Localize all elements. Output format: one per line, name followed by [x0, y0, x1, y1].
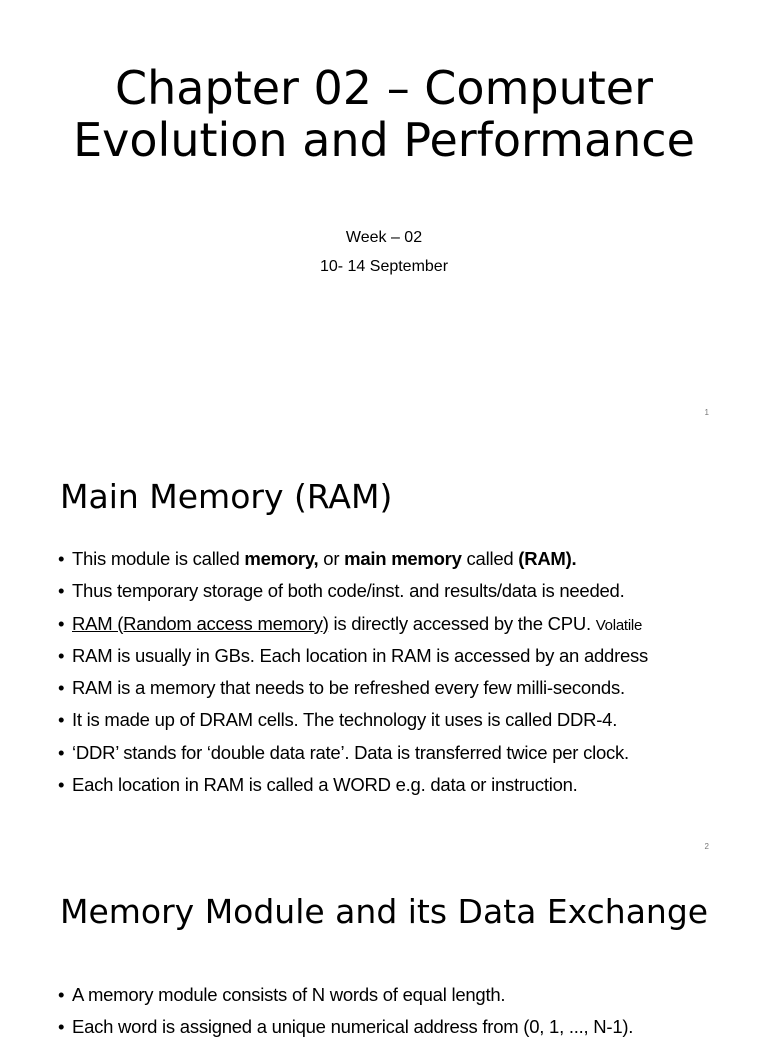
bullet-small-text: Volatile — [595, 616, 643, 634]
subtitle-date: 10- 14 September — [319, 258, 449, 275]
bullet-text: Each word is assigned a unique numerical address from (0, 1, ..., N-1). — [72, 1016, 634, 1038]
bullet-bold-text: main memory — [344, 548, 462, 569]
bullet-list — [58, 984, 728, 1049]
slide-number: 2 — [704, 842, 709, 851]
bullet-text: This module is called — [72, 548, 245, 569]
bullet-item — [58, 984, 728, 1016]
bullet-item — [58, 742, 728, 774]
slide-number: 1 — [704, 408, 709, 417]
bullet-bold-text: (RAM). — [518, 548, 577, 569]
bullet-text: ‘DDR’ stands for ‘double data rate’. Data is transferred twice per clock. — [72, 741, 629, 763]
bullet-item — [58, 613, 728, 645]
bullet-text: RAM is usually in GBs. Each location in RAM is accessed by an address — [72, 644, 649, 666]
bullet-item — [58, 774, 728, 806]
bullet-text: is directly accessed by the CPU. — [328, 612, 596, 634]
bullet-text: It is made up of DRAM cells. The technology it uses is called DDR-4. — [72, 709, 618, 731]
title-slide — [0, 0, 768, 434]
subtitle-week: Week – 02 — [345, 229, 423, 246]
slide-heading: Main Memory (RAM) — [60, 477, 393, 516]
memory-module-slide — [0, 868, 768, 1038]
bullet-text: or — [318, 548, 345, 569]
bullet-text: A memory module consists of N words of equal length. — [72, 984, 506, 1005]
bullet-item — [58, 548, 728, 580]
slide-heading: Memory Module and its Data Exchange — [60, 892, 709, 931]
bullet-underlined-text: RAM (Random access memory) — [72, 612, 329, 634]
bullet-text: Each location in RAM is called a WORD e.g. data or instruction. — [72, 774, 578, 796]
bullet-item — [58, 645, 728, 677]
bullet-item — [58, 580, 728, 612]
bullet-text: RAM is a memory that needs to be refreshed every few milli-seconds. — [72, 677, 625, 699]
main-memory-slide — [0, 434, 768, 868]
bullet-bold-text: memory, — [244, 548, 319, 569]
bullet-item — [58, 677, 728, 709]
slide-title: Chapter 02 – Computer Evolution and Performance — [73, 61, 695, 167]
bullet-item — [58, 709, 728, 741]
bullet-text: Thus temporary storage of both code/inst. and results/data is needed. — [72, 580, 625, 602]
bullet-text: called — [461, 548, 519, 569]
bullet-list — [58, 548, 728, 806]
bullet-item — [58, 1016, 728, 1048]
